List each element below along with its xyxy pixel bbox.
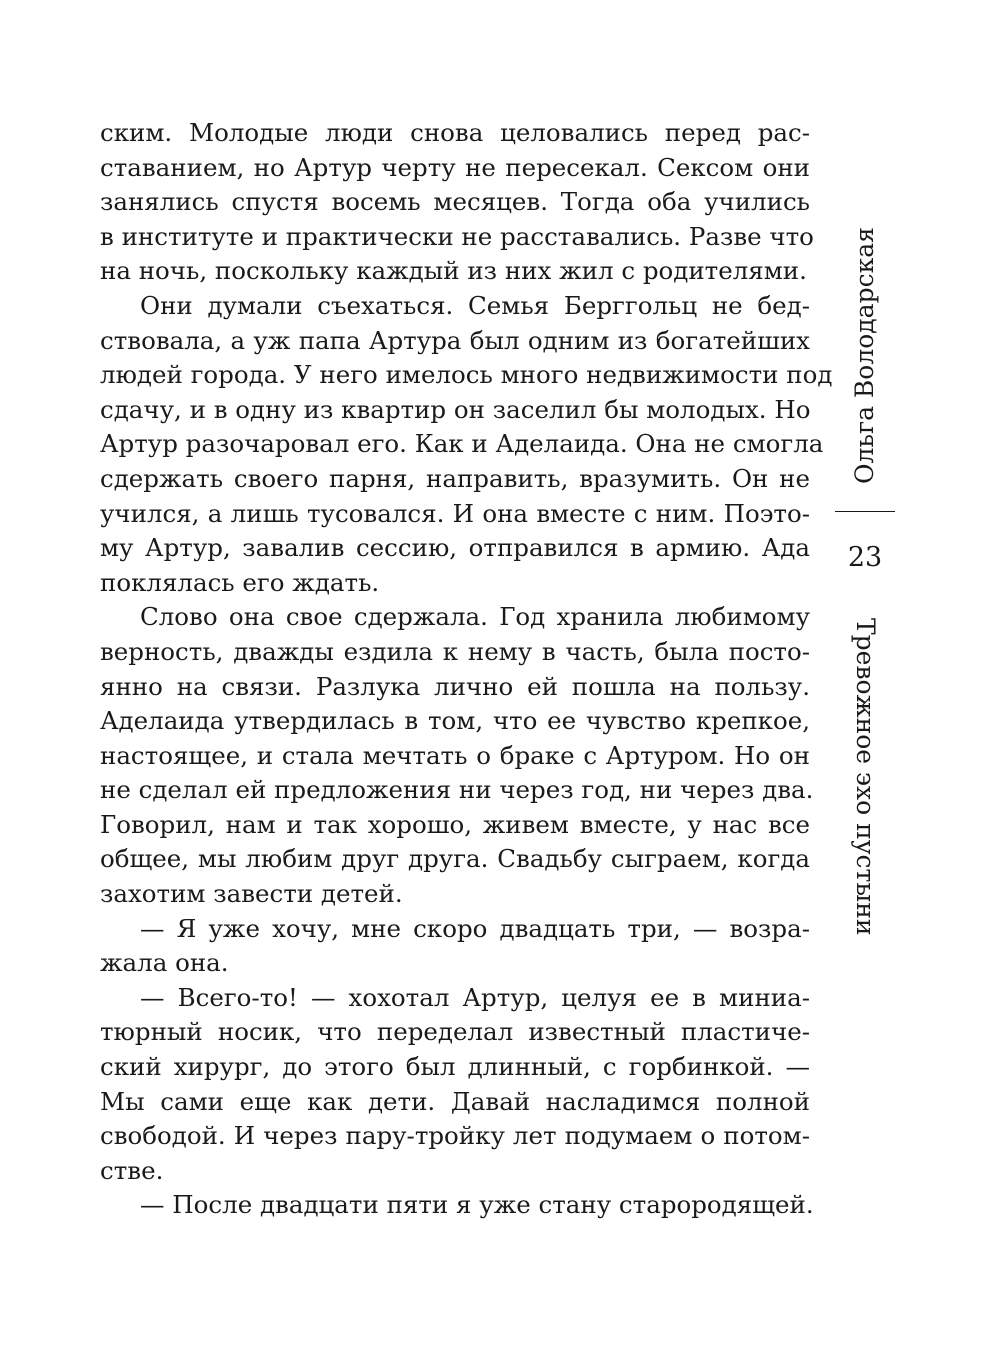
- page-number: 23: [847, 542, 883, 573]
- text-line: настоящее, и стала мечтать о браке с Артуром. Но он: [100, 740, 810, 770]
- text-line: янно на связи. Разлука лично ей пошла на пользу.: [100, 671, 810, 701]
- text-line: сдержать своего парня, направить, вразумить. Он не: [100, 463, 810, 493]
- text-line: поклялась его ждать.: [100, 567, 380, 597]
- text-line: захотим завести детей.: [100, 879, 403, 909]
- text-line: не сделал ей предложения ни через год, ни через два.: [100, 775, 814, 805]
- running-head: [835, 0, 895, 1346]
- text-line: на ночь, поскольку каждый из них жил с родителями.: [100, 256, 807, 286]
- text-line: Аделаида утвердилась в том, что ее чувство крепкое,: [100, 706, 810, 736]
- text-line: в институте и практически не расставались. Разве что: [100, 221, 814, 251]
- text-line: — После двадцати пяти я уже стану старородящей.: [140, 1190, 814, 1220]
- text-line: верность, дважды ездила к нему в часть, была посто-: [100, 636, 810, 666]
- text-line: сдачу, и в одну из квартир он заселил бы молодых. Но: [100, 394, 811, 424]
- text-line: Они думали съехаться. Семья Берггольц не бед-: [140, 290, 810, 320]
- body-text: [100, 116, 833, 1223]
- text-line: ский хирург, до этого был длинный, с горбинкой. —: [100, 1052, 810, 1082]
- running-head-book-title: Тревожное эхо пустыни: [851, 618, 880, 936]
- text-line: Слово она свое сдержала. Год хранила любимому: [140, 602, 810, 632]
- text-line: — Я уже хочу, мне скоро двадцать три, — возра-: [140, 913, 810, 943]
- text-line: ствовала, а уж папа Артура был одним из богатейших: [100, 325, 810, 355]
- text-line: занялись спустя восемь месяцев. Тогда оба учились: [100, 187, 810, 217]
- text-line: общее, мы любим друг друга. Свадьбу сыграем, когда: [100, 844, 810, 874]
- text-line: учился, а лишь тусовался. И она вместе с ним. Поэто-: [100, 498, 810, 528]
- running-head-divider: [835, 511, 895, 512]
- text-line: свободой. И через пару-тройку лет подумаем о потом-: [100, 1121, 810, 1151]
- text-line: тюрный носик, что переделал известный пластиче-: [100, 1017, 810, 1047]
- running-head-author: Ольга Володарская: [850, 227, 879, 484]
- text-line: стве.: [100, 1155, 164, 1185]
- text-line: — Всего-то! — хохотал Артур, целуя ее в миниа-: [140, 982, 810, 1012]
- text-line: ским. Молодые люди снова целовались перед рас-: [100, 118, 810, 147]
- text-line: му Артур, завалив сессию, отправился в армию. Ада: [100, 533, 810, 563]
- text-line: людей города. У него имелось много недвижимости под: [100, 360, 833, 390]
- text-line: Говорил, нам и так хорошо, живем вместе, у нас все: [100, 809, 810, 839]
- text-line: ставанием, но Артур черту не пересекал. Сексом они: [100, 152, 810, 182]
- text-line: жала она.: [100, 948, 229, 978]
- text-line: Артур разочаровал его. Как и Аделаида. Она не смогла: [100, 429, 824, 459]
- text-line: Мы сами еще как дети. Давай насладимся полной: [100, 1086, 810, 1116]
